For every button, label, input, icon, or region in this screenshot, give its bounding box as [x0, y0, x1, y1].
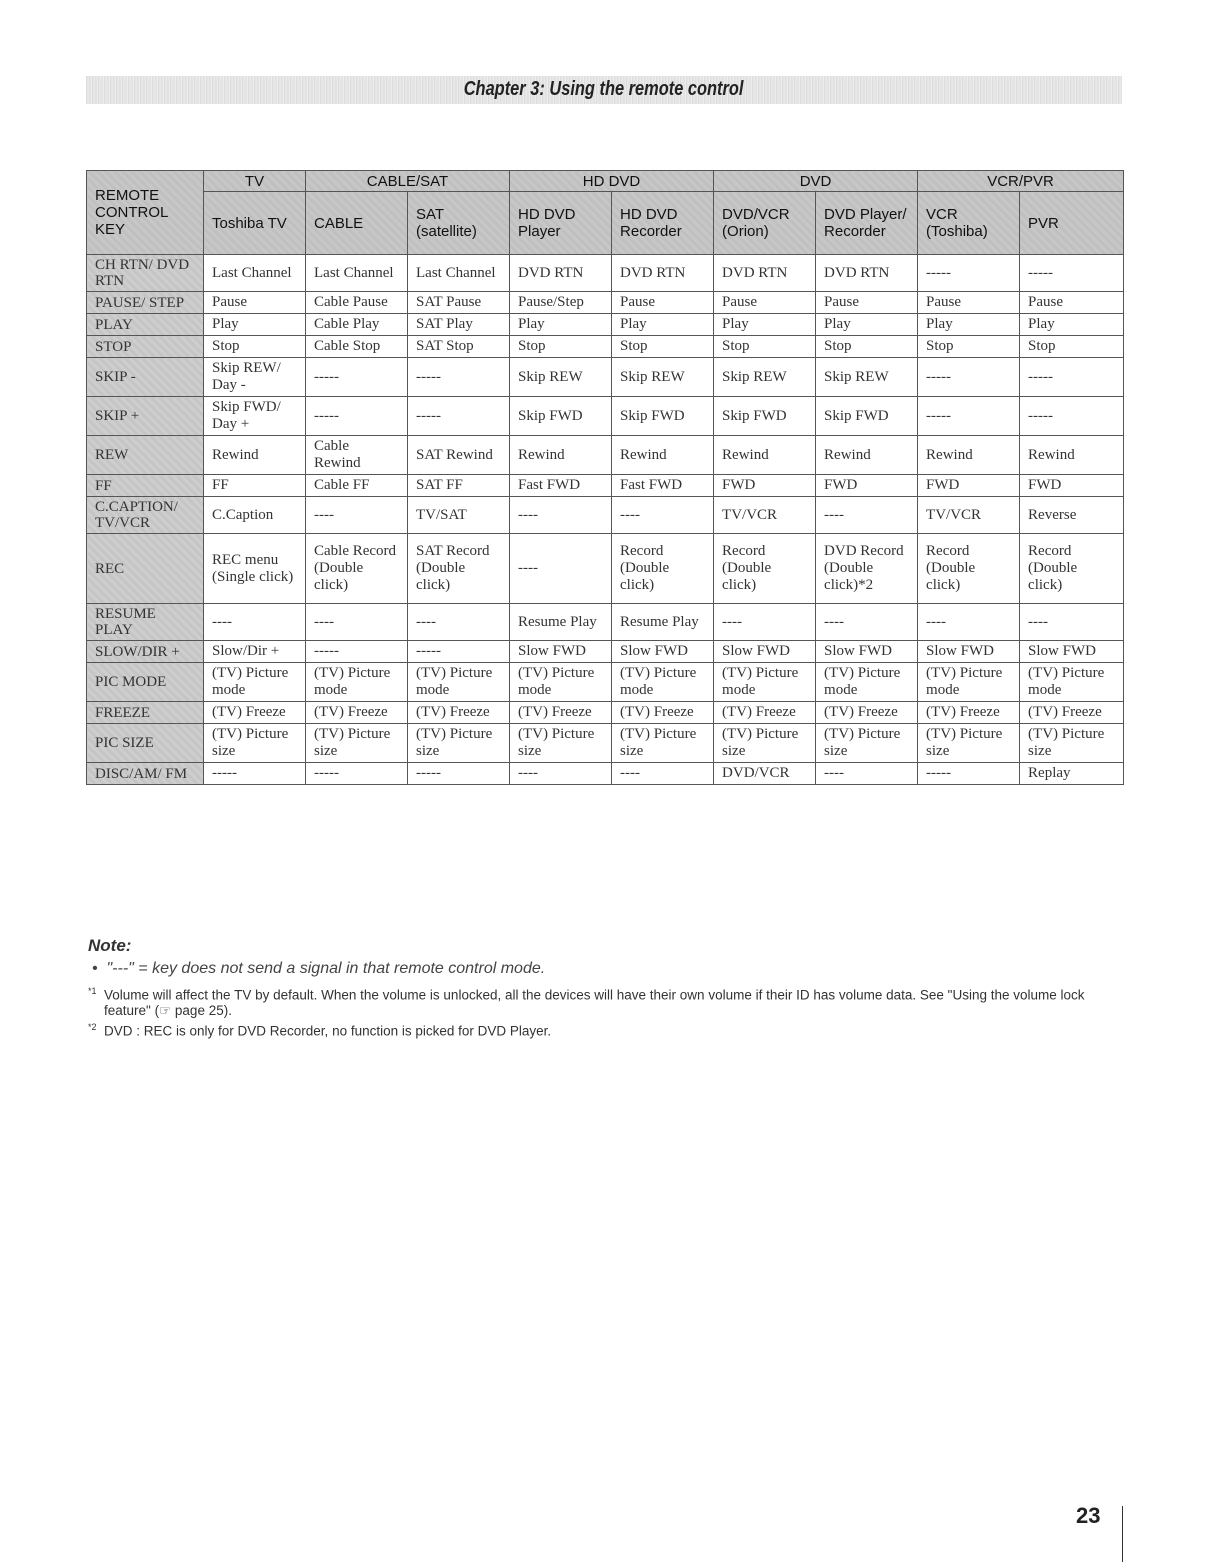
table-cell: Skip REW [612, 358, 714, 397]
table-row [87, 497, 1124, 534]
footnote-text: DVD : REC is only for DVD Recorder, no function is picked for DVD Player. [104, 1023, 552, 1038]
table-row [87, 475, 1124, 497]
table-cell: Stop [714, 336, 816, 358]
table-cell: FF [204, 475, 306, 497]
table-cell: DVD RTN [510, 255, 612, 292]
page-number-rule [1122, 1506, 1123, 1562]
table-row [87, 255, 1124, 292]
table-cell: Skip FWD/ Day + [204, 397, 306, 436]
table-cell: (TV) Picture size [306, 724, 408, 763]
table-cell: (TV) Freeze [408, 702, 510, 724]
table-row [87, 436, 1124, 475]
table-cell: (TV) Picture size [204, 724, 306, 763]
table-cell: (TV) Picture mode [408, 663, 510, 702]
table-cell: ----- [408, 763, 510, 785]
table-cell: (TV) Picture mode [816, 663, 918, 702]
table-cell: TV/SAT [408, 497, 510, 534]
row-key: PAUSE/ STEP [87, 292, 204, 314]
table-cell: Record (Double click) [918, 534, 1020, 604]
footnote-text: Volume will affect the TV by default. When the volume is unlocked, all the devices will have their own volume if their ID has volume data. See "Using the volume lock feature" (☞ page 25). [104, 987, 1085, 1018]
table-row [87, 641, 1124, 663]
footnote-mark: *2 [88, 1021, 97, 1032]
group-header: HD DVD [510, 171, 714, 192]
chapter-header-bar [86, 76, 1122, 104]
table-cell: ---- [306, 497, 408, 534]
table-cell: Pause [1020, 292, 1124, 314]
table-cell: (TV) Freeze [816, 702, 918, 724]
table-cell: Rewind [612, 436, 714, 475]
table-cell: Play [612, 314, 714, 336]
row-key: DISC/AM/ FM [87, 763, 204, 785]
table-cell: Play [816, 314, 918, 336]
table-cell: (TV) Picture size [612, 724, 714, 763]
footnote-mark: *1 [88, 986, 97, 996]
row-key: SLOW/DIR + [87, 641, 204, 663]
table-row [87, 336, 1124, 358]
table-cell: Stop [612, 336, 714, 358]
table-cell: ---- [510, 534, 612, 604]
table-cell: (TV) Freeze [1020, 702, 1124, 724]
table-cell: Stop [1020, 336, 1124, 358]
table-cell: ---- [816, 763, 918, 785]
chapter-title: Chapter 3: Using the remote control [464, 78, 744, 100]
table-cell: ---- [204, 604, 306, 641]
table-cell: (TV) Picture mode [714, 663, 816, 702]
table-cell: (TV) Picture mode [612, 663, 714, 702]
table-cell: Last Channel [306, 255, 408, 292]
table-cell: Skip REW/ Day - [204, 358, 306, 397]
table-cell: ----- [918, 255, 1020, 292]
column-header: HD DVD Recorder [612, 192, 714, 255]
table-cell: ----- [918, 763, 1020, 785]
table-cell: Resume Play [510, 604, 612, 641]
column-header: CABLE [306, 192, 408, 255]
table-row [87, 604, 1124, 641]
table-cell: Cable Rewind [306, 436, 408, 475]
table-cell: (TV) Freeze [612, 702, 714, 724]
table-cell: Slow FWD [918, 641, 1020, 663]
table-cell: Skip REW [510, 358, 612, 397]
table-cell: Cable FF [306, 475, 408, 497]
corner-header: REMOTE CONTROL KEY [87, 171, 204, 255]
group-header: CABLE/SAT [306, 171, 510, 192]
table-cell: Cable Pause [306, 292, 408, 314]
table-cell: ----- [1020, 397, 1124, 436]
table-cell: (TV) Picture size [918, 724, 1020, 763]
table-cell: DVD RTN [816, 255, 918, 292]
table-cell: Slow FWD [510, 641, 612, 663]
table-cell: DVD RTN [612, 255, 714, 292]
table-cell: Rewind [816, 436, 918, 475]
table-cell: C.Caption [204, 497, 306, 534]
table-cell: Resume Play [612, 604, 714, 641]
table-cell: ---- [816, 604, 918, 641]
table-cell: ---- [306, 604, 408, 641]
table-cell: (TV) Picture size [714, 724, 816, 763]
table-cell: (TV) Picture mode [204, 663, 306, 702]
table-cell: (TV) Freeze [510, 702, 612, 724]
column-header: DVD/VCR (Orion) [714, 192, 816, 255]
table-cell: ----- [1020, 358, 1124, 397]
row-key: REW [87, 436, 204, 475]
table-row [87, 763, 1124, 785]
table-cell: Reverse [1020, 497, 1124, 534]
table-cell: ----- [408, 641, 510, 663]
note-bullet: • "---" = key does not send a signal in that remote control mode. [92, 960, 546, 977]
table-cell: Stop [204, 336, 306, 358]
table-cell: Stop [918, 336, 1020, 358]
column-header: PVR [1020, 192, 1124, 255]
table-cell: SAT Play [408, 314, 510, 336]
table-cell: Pause [918, 292, 1020, 314]
table-cell: ----- [408, 397, 510, 436]
table-cell: Pause/Step [510, 292, 612, 314]
table-cell: Cable Play [306, 314, 408, 336]
table-row [87, 314, 1124, 336]
table-cell: (TV) Freeze [714, 702, 816, 724]
table-cell: Rewind [510, 436, 612, 475]
column-header: HD DVD Player [510, 192, 612, 255]
table-cell: Pause [612, 292, 714, 314]
table-cell: Skip REW [816, 358, 918, 397]
row-key: CH RTN/ DVD RTN [87, 255, 204, 292]
row-key: C.CAPTION/ TV/VCR [87, 497, 204, 534]
table-cell: FWD [918, 475, 1020, 497]
row-key: STOP [87, 336, 204, 358]
table-cell: Fast FWD [612, 475, 714, 497]
row-key: PIC SIZE [87, 724, 204, 763]
footnote [88, 1020, 1118, 1039]
table-cell: ---- [612, 763, 714, 785]
table-cell: ----- [918, 358, 1020, 397]
table-cell: (TV) Picture mode [918, 663, 1020, 702]
table-cell: FWD [714, 475, 816, 497]
table-cell: Slow FWD [612, 641, 714, 663]
table-cell: ---- [408, 604, 510, 641]
table-cell: Record (Double click) [612, 534, 714, 604]
table-cell: Pause [816, 292, 918, 314]
note-title: Note: [88, 936, 132, 955]
table-cell: SAT Rewind [408, 436, 510, 475]
row-key: SKIP + [87, 397, 204, 436]
table-cell: ---- [714, 604, 816, 641]
row-key: FREEZE [87, 702, 204, 724]
table-cell: FWD [816, 475, 918, 497]
table-cell: ----- [306, 763, 408, 785]
row-key: REC [87, 534, 204, 604]
table-cell: ---- [612, 497, 714, 534]
column-header: DVD Player/ Recorder [816, 192, 918, 255]
table-cell: Skip FWD [816, 397, 918, 436]
table-cell: ---- [510, 763, 612, 785]
table-cell: Cable Stop [306, 336, 408, 358]
table-cell: Play [1020, 314, 1124, 336]
table-cell: (TV) Freeze [204, 702, 306, 724]
table-cell: Rewind [1020, 436, 1124, 475]
table-cell: Skip REW [714, 358, 816, 397]
group-header: TV [204, 171, 306, 192]
table-cell: Rewind [918, 436, 1020, 475]
table-cell: (TV) Picture size [816, 724, 918, 763]
table-cell: Rewind [714, 436, 816, 475]
table-cell: Slow FWD [1020, 641, 1124, 663]
table-cell: DVD/VCR [714, 763, 816, 785]
group-header: DVD [714, 171, 918, 192]
table-cell: Play [204, 314, 306, 336]
row-key: PIC MODE [87, 663, 204, 702]
table-cell: Replay [1020, 763, 1124, 785]
table-cell: REC menu (Single click) [204, 534, 306, 604]
table-cell: ---- [1020, 604, 1124, 641]
table-cell: Fast FWD [510, 475, 612, 497]
page-number: 23 [1076, 1503, 1101, 1528]
table-cell: Pause [714, 292, 816, 314]
table-cell: Stop [510, 336, 612, 358]
table-cell: Play [918, 314, 1020, 336]
table-row [87, 358, 1124, 397]
table-row [87, 292, 1124, 314]
row-key: RESUME PLAY [87, 604, 204, 641]
table-cell: Slow FWD [714, 641, 816, 663]
table-cell: ----- [408, 358, 510, 397]
table-cell: Skip FWD [714, 397, 816, 436]
table-cell: Rewind [204, 436, 306, 475]
table-cell: ----- [1020, 255, 1124, 292]
table-cell: Play [510, 314, 612, 336]
table-cell: SAT FF [408, 475, 510, 497]
table-cell: Cable Record (Double click) [306, 534, 408, 604]
row-key: FF [87, 475, 204, 497]
row-key: PLAY [87, 314, 204, 336]
table-cell: (TV) Picture size [510, 724, 612, 763]
table-cell: ---- [918, 604, 1020, 641]
table-cell: (TV) Picture size [408, 724, 510, 763]
table-cell: Skip FWD [510, 397, 612, 436]
table-cell: SAT Record (Double click) [408, 534, 510, 604]
table-cell: SAT Pause [408, 292, 510, 314]
column-header: SAT (satellite) [408, 192, 510, 255]
table-cell: Record (Double click) [714, 534, 816, 604]
table-cell: Skip FWD [612, 397, 714, 436]
note-bullet-text: "---" = key does not send a signal in that remote control mode. [106, 960, 546, 977]
remote-key-table [86, 170, 1124, 785]
table-cell: SAT Stop [408, 336, 510, 358]
footnote [88, 984, 1118, 1018]
table-cell: DVD RTN [714, 255, 816, 292]
table-cell: Play [714, 314, 816, 336]
table-row [87, 724, 1124, 763]
table-cell: Pause [204, 292, 306, 314]
table-cell: FWD [1020, 475, 1124, 497]
table-body [87, 255, 1124, 785]
note-section [88, 936, 1118, 1040]
table-cell: ---- [510, 497, 612, 534]
table-cell: ---- [816, 497, 918, 534]
table-cell: (TV) Freeze [306, 702, 408, 724]
table-cell: (TV) Picture mode [306, 663, 408, 702]
table-cell: ----- [306, 358, 408, 397]
table-cell: DVD Record (Double click)*2 [816, 534, 918, 604]
table-cell: Slow FWD [816, 641, 918, 663]
table-row [87, 702, 1124, 724]
table-cell: ----- [306, 641, 408, 663]
table-cell: ----- [204, 763, 306, 785]
table-cell: Last Channel [408, 255, 510, 292]
table-cell: TV/VCR [918, 497, 1020, 534]
table-row [87, 397, 1124, 436]
column-header: VCR (Toshiba) [918, 192, 1020, 255]
table-cell: Last Channel [204, 255, 306, 292]
table-row [87, 534, 1124, 604]
table-cell: Slow/Dir + [204, 641, 306, 663]
table-cell: (TV) Picture mode [1020, 663, 1124, 702]
table-cell: ----- [306, 397, 408, 436]
table-cell: (TV) Picture mode [510, 663, 612, 702]
table-cell: Stop [816, 336, 918, 358]
table-cell: Record (Double click) [1020, 534, 1124, 604]
table-cell: (TV) Freeze [918, 702, 1020, 724]
column-header: Toshiba TV [204, 192, 306, 255]
group-header: VCR/PVR [918, 171, 1124, 192]
table-cell: (TV) Picture size [1020, 724, 1124, 763]
table-cell: TV/VCR [714, 497, 816, 534]
table-row [87, 663, 1124, 702]
table-cell: ----- [918, 397, 1020, 436]
row-key: SKIP - [87, 358, 204, 397]
